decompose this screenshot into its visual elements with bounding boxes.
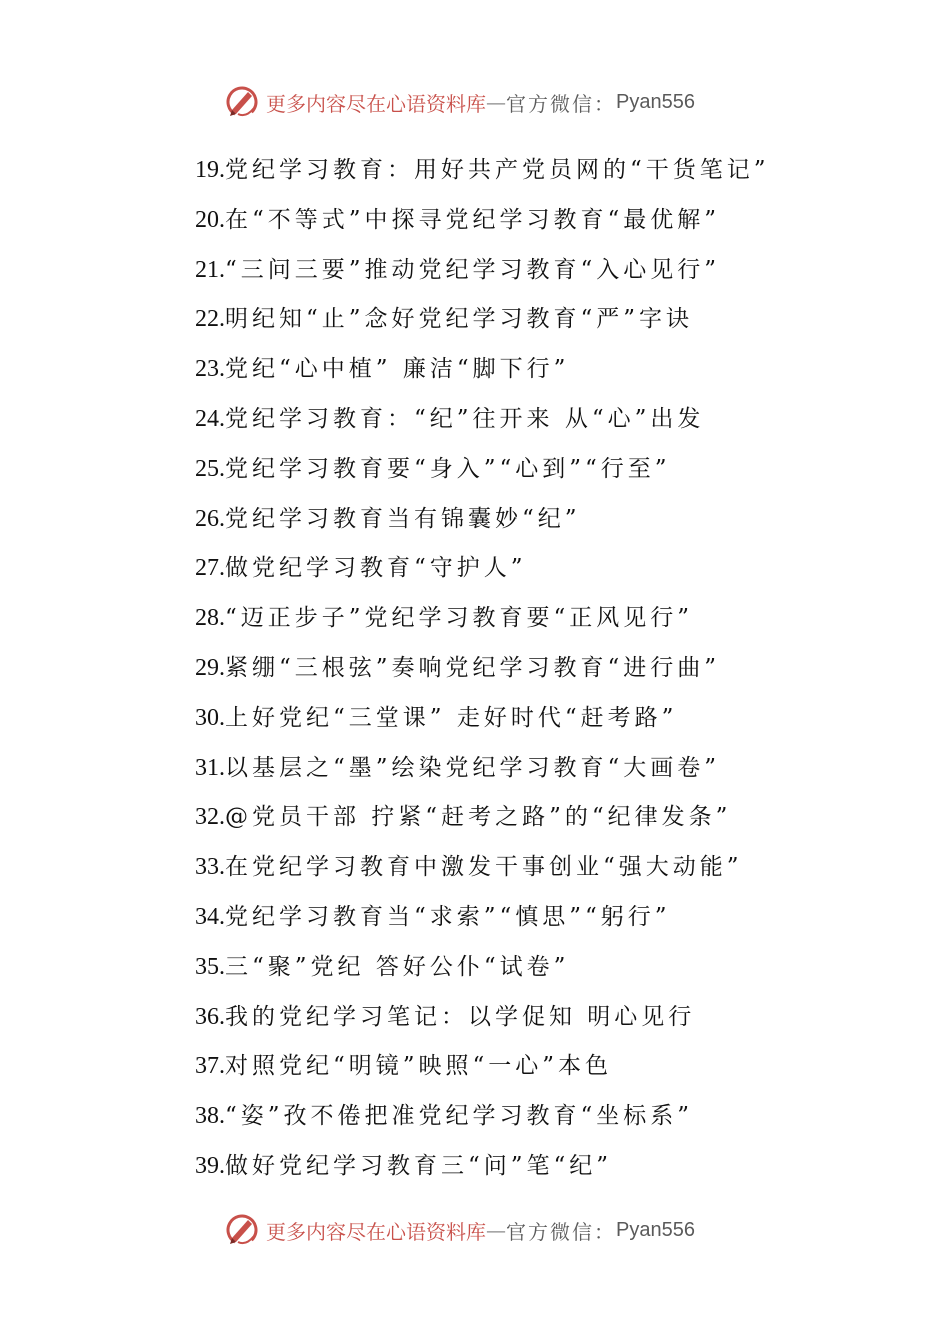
list-item-text: 做党纪学习教育“守护人” [225, 555, 527, 582]
list-item-text: 我的党纪学习笔记：以学促知 明心见行 [225, 1003, 696, 1030]
pen-circle-logo-icon [224, 84, 260, 120]
list-item [195, 495, 915, 545]
banner-dash: — [486, 90, 506, 114]
banner-brand-text: 更多内容尽在心语资料库 [266, 91, 486, 116]
list-item-number: 36. [195, 1003, 225, 1030]
list-item [195, 445, 915, 495]
list-item-text: 三“聚”党纪 答好公仆“试卷” [225, 953, 570, 980]
list-item-text: 党纪“心中植” 廉洁“脚下行” [225, 356, 570, 383]
list-item [195, 196, 915, 246]
list-item [195, 1142, 915, 1192]
list-item-number: 21. [195, 256, 225, 283]
list-item [195, 544, 915, 594]
banner-wechat-id: Pyan556 [616, 90, 695, 113]
list-item-text: 紧绷“三根弦”奏响党纪学习教育“进行曲” [225, 654, 721, 681]
list-item-number: 24. [195, 405, 225, 432]
list-item-number: 23. [195, 356, 225, 383]
list-item-text: 明纪知“止”念好党纪学习教育“严”字诀 [225, 306, 694, 333]
list-item [195, 993, 915, 1043]
list-item-number: 33. [195, 854, 225, 881]
list-item-text: “迈正步子”党纪学习教育要“正风见行” [225, 605, 694, 632]
list-item [195, 295, 915, 345]
list-item-number: 30. [195, 704, 225, 731]
title-list [195, 146, 915, 1192]
list-item-text: 在“不等式”中探寻党纪学习教育“最优解” [225, 206, 721, 233]
list-item-number: 34. [195, 903, 225, 930]
list-item-number: 28. [195, 605, 225, 632]
list-item-number: 22. [195, 306, 225, 333]
list-item [195, 943, 915, 993]
list-item-text: @党员干部 拧紧“赶考之路”的“纪律发条” [225, 804, 732, 831]
list-item [195, 1042, 915, 1092]
list-item [195, 146, 915, 196]
pen-circle-logo-icon [224, 1212, 260, 1248]
list-item [195, 644, 915, 694]
list-item-text: 在党纪学习教育中激发干事创业“强大动能” [225, 854, 743, 881]
list-item-text: 党纪学习教育要“身入”“心到”“行至” [225, 455, 671, 482]
list-item [195, 1092, 915, 1142]
list-item [195, 345, 915, 395]
footer-banner [224, 1210, 744, 1250]
list-item-text: 对照党纪“明镜”映照“一心”本色 [225, 1053, 613, 1080]
list-item [195, 694, 915, 744]
list-item-number: 29. [195, 654, 225, 681]
list-item-text: 党纪学习教育：用好共产党员网的“干货笔记” [225, 157, 770, 183]
list-item-number: 35. [195, 953, 225, 980]
list-item-number: 19. [195, 157, 225, 183]
list-item-number: 38. [195, 1103, 225, 1130]
list-item-number: 25. [195, 455, 225, 482]
list-item [195, 893, 915, 943]
list-item-text: “姿”孜不倦把准党纪学习教育“坐标系” [225, 1103, 694, 1130]
list-item-text: “三问三要”推动党纪学习教育“入心见行” [225, 256, 721, 283]
list-item-number: 27. [195, 555, 225, 582]
list-item-number: 26. [195, 505, 225, 532]
list-item-number: 32. [195, 804, 225, 831]
list-item-number: 39. [195, 1152, 225, 1179]
list-item [195, 744, 915, 794]
list-item [195, 843, 915, 893]
header-banner [224, 82, 744, 122]
list-item [195, 395, 915, 445]
list-item-text: 以基层之“墨”绘染党纪学习教育“大画卷” [225, 754, 721, 781]
list-item [195, 594, 915, 644]
list-item-number: 20. [195, 206, 225, 233]
list-item-number: 37. [195, 1053, 225, 1080]
list-item-text: 党纪学习教育当有锦囊妙“纪” [225, 505, 581, 532]
list-item [195, 793, 915, 843]
banner-dash: — [486, 1218, 506, 1242]
list-item-number: 31. [195, 754, 225, 781]
banner-wechat-label: 官方微信： [506, 1219, 616, 1244]
banner-wechat-id: Pyan556 [616, 1218, 695, 1241]
list-item-text: 做好党纪学习教育三“问”笔“纪” [225, 1152, 613, 1179]
list-item-text: 上好党纪“三堂课” 走好时代“赶考路” [225, 704, 678, 731]
list-item-text: 党纪学习教育：“纪”往开来 从“心”出发 [225, 405, 705, 432]
list-item-text: 党纪学习教育当“求索”“慎思”“躬行” [225, 903, 671, 930]
banner-wechat-label: 官方微信： [506, 91, 616, 116]
banner-brand-text: 更多内容尽在心语资料库 [266, 1219, 486, 1244]
list-item [195, 246, 915, 296]
